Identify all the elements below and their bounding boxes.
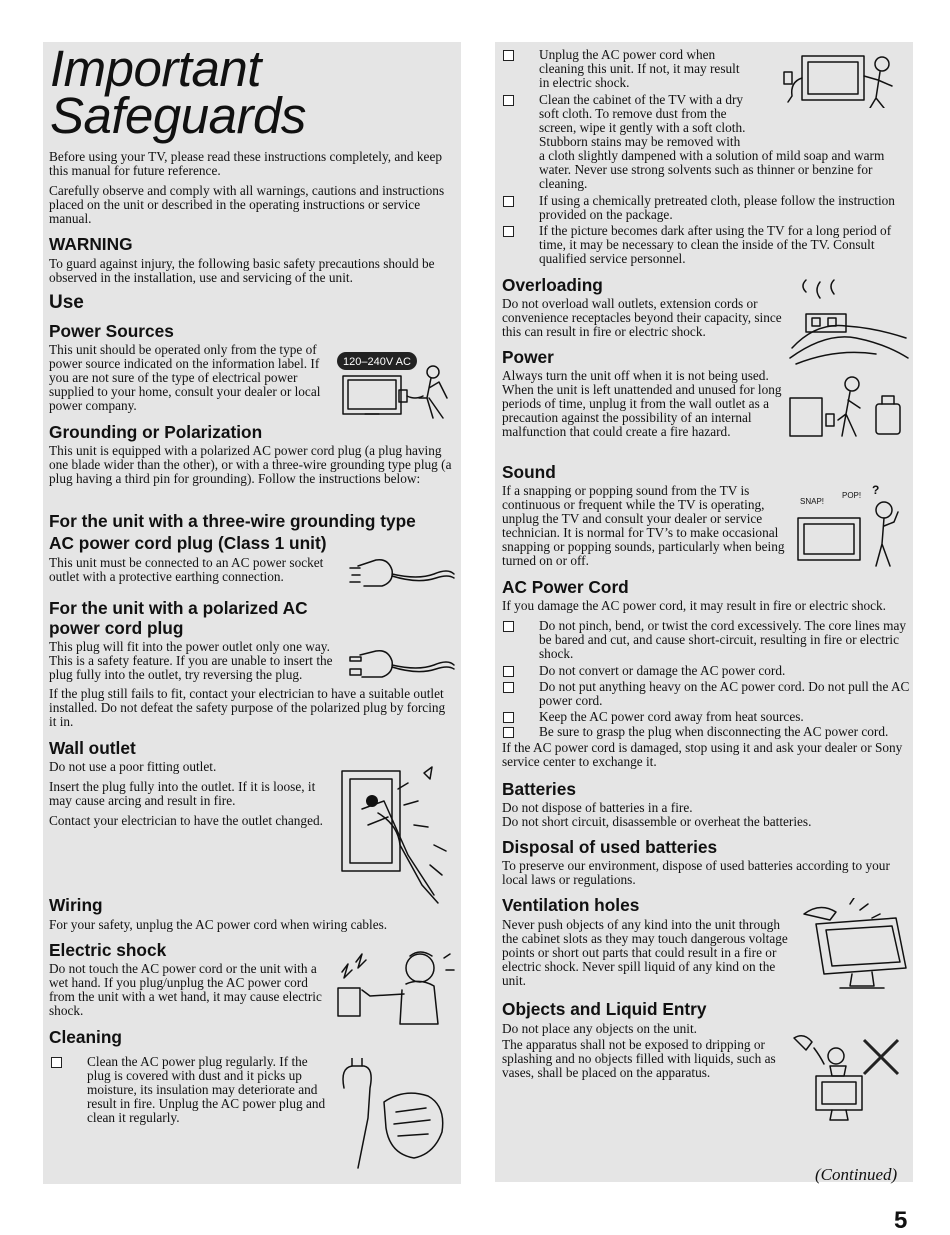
power-text: Always turn the unit off when it is not being used. When the unit is left unattended and unused for long periods of time, unplug it from the wall outlet as a precaution against the possibility of an internal malfunction that could create a fire hazard.: [502, 368, 782, 439]
wall-outlet-text-2: Insert the plug fully into the outlet. If it is loose, it may cause arcing and result in fire.: [49, 779, 316, 808]
electric-shock-text: Do not touch the AC power cord or the unit with a wet hand. If you plug/unplug the AC power cord from the unit with a wet hand, it may cause electric shock.: [49, 961, 322, 1018]
sound-text: If a snapping or popping sound from the TV is continuous or frequent while the TV is operating, unplug the TV and consult your dealer or service technician. It is normal for TV’s to make occasional snapping or popping sounds, particularly when being turned on or off.: [502, 483, 785, 568]
intro-paragraph-1: Before using your TV, please read these instructions completely, and keep this manual for future reference.: [49, 149, 443, 178]
cleaning-heading: Cleaning: [49, 1027, 122, 1047]
cleaning-right-item-2-continued: a cloth slightly dampened with a solution of mild soap and warm water. Never use strong solvents such as thinner or benzine for cleaning.: [539, 148, 885, 191]
snap-label: SNAP!: [800, 497, 825, 506]
three-wire-heading-line1: For the unit with a three-wire grounding type: [49, 511, 416, 531]
checkbox-square: [503, 95, 514, 106]
three-wire-text: This unit must be connected to an AC power socket outlet with a protective earthing connection.: [49, 555, 324, 584]
power-sources-heading: Power Sources: [49, 321, 174, 341]
wall-outlet-heading: Wall outlet: [49, 738, 136, 758]
ac-cord-intro: If you damage the AC power cord, it may result in fire or electric shock.: [502, 598, 887, 613]
sound-illustration: [794, 482, 914, 568]
checkbox-square: [503, 621, 514, 632]
overloading-illustration: [786, 278, 910, 368]
grounding-text: This unit is equipped with a polarized AC power cord plug (a plug having one blade wider than the other), or with a three-wire grounding type plug (a plug having a third pin for grounding). Follow the instructions below:: [49, 443, 452, 486]
ac-cord-item-3: Do not put anything heavy on the AC power cord. Do not pull the AC power cord.: [503, 680, 913, 708]
ventilation-illustration: [800, 898, 912, 994]
wall-outlet-illustration: [338, 765, 450, 907]
sound-heading: Sound: [502, 462, 556, 482]
checkbox-square: [503, 712, 514, 723]
pop-label: POP!: [842, 491, 862, 500]
cleaning-right-item-2: Clean the cabinet of the TV with a dry soft cloth. To remove dust from the screen, wipe it gently with a soft cloth. Stubborn stains may be removed with: [503, 93, 753, 149]
cleaning-item-1: Clean the AC power plug regularly. If the plug is covered with dust and it picks up moisture, its insulation may deteriorate and result in fire. Unplug the AC power plug and clean it regularly.: [51, 1055, 331, 1125]
polarized-text-1: This plug will fit into the power outlet only one way. This is a safety feature. If you are unable to insert the plug fully into the outlet, try reversing the plug.: [49, 639, 333, 682]
ac-cord-item-2: Do not convert or damage the AC power cord.: [503, 664, 913, 678]
wall-outlet-text-3: Contact your electrician to have the outlet changed.: [49, 813, 323, 828]
warning-heading: WARNING: [49, 234, 133, 254]
question-mark: ?: [872, 483, 880, 497]
checkbox-square: [503, 727, 514, 738]
ac-cord-outro: If the AC power cord is damaged, stop using it and ask your dealer or Sony service center to exchange it.: [502, 740, 903, 769]
polarized-text-2: If the plug still fails to fit, contact your electrician to have a suitable outlet installed. Do not defeat the safety purpose of the polarized plug by forcing it in.: [49, 686, 446, 729]
batteries-text-1: Do not dispose of batteries in a fire.: [502, 800, 693, 815]
objects-text-1: Do not place any objects on the unit.: [502, 1021, 697, 1036]
wiring-heading: Wiring: [49, 895, 103, 915]
objects-heading: Objects and Liquid Entry: [502, 999, 707, 1019]
polarized-heading-line1: For the unit with a polarized AC: [49, 598, 308, 618]
electric-shock-heading: Electric shock: [49, 940, 167, 960]
power-sources-text: This unit should be operated only from the type of power source indicated on the information label. If you are not sure of the type of electrical power supplied to your home, consult your dealer or local power company.: [49, 342, 321, 413]
checkbox-square: [503, 196, 514, 207]
cleaning-right-item-3: If using a chemically pretreated cloth, please follow the instruction provided on the package.: [503, 194, 913, 222]
checkbox-square: [503, 666, 514, 677]
ac-cord-item-4: Keep the AC power cord away from heat sources.: [503, 710, 913, 724]
polarized-plug-illustration: [348, 645, 456, 685]
wall-outlet-text-1: Do not use a poor fitting outlet.: [49, 759, 217, 774]
grounding-heading: Grounding or Polarization: [49, 422, 263, 442]
checkbox-square: [503, 682, 514, 693]
unplug-cleaning-illustration: [780, 52, 908, 108]
cleaning-plug-illustration: [334, 1058, 454, 1170]
checkbox-square: [503, 226, 514, 237]
warning-text: To guard against injury, the following basic safety precautions should be observed in the installation, use and servicing of the unit.: [49, 256, 435, 285]
power-source-tv-illustration: [335, 348, 457, 424]
ac-cord-heading: AC Power Cord: [502, 577, 629, 597]
power-unplug-illustration: [788, 374, 912, 440]
overloading-text: Do not overload wall outlets, extension cords or convenience receptacles beyond their capacity, since this can result in fire or electric shock.: [502, 296, 782, 339]
ac-cord-item-1: Do not pinch, bend, or twist the cord excessively. The core lines may be bared and cut, and cause short-circuit, resulting in fire or electric shock.: [503, 619, 913, 661]
continued-label: (Continued): [815, 1165, 898, 1184]
use-heading: Use: [49, 292, 84, 313]
ventilation-heading: Ventilation holes: [502, 895, 640, 915]
ventilation-text: Never push objects of any kind into the unit through the cabinet slots as they may touch dangerous voltage points or short out parts that could result in a fire or electric shock. Never spill liquid of any kind on the unit.: [502, 917, 788, 988]
three-wire-heading-line2: AC power cord plug (Class 1 unit): [49, 533, 327, 553]
checkbox-square: [51, 1057, 62, 1068]
voltage-label: 120–240V AC: [343, 356, 411, 368]
overloading-heading: Overloading: [502, 275, 603, 295]
disposal-heading: Disposal of used batteries: [502, 837, 718, 857]
objects-text-2: The apparatus shall not be exposed to dripping or splashing and no objects filled with liquids, such as vases, shall be placed on the apparatus.: [502, 1037, 776, 1080]
three-wire-plug-illustration: [348, 552, 456, 596]
page-number: 5: [894, 1207, 908, 1234]
polarized-heading-line2: power cord plug: [49, 618, 184, 638]
checkbox-square: [503, 50, 514, 61]
power-heading: Power: [502, 347, 554, 367]
batteries-text-2: Do not short circuit, disassemble or overheat the batteries.: [502, 814, 812, 829]
electric-shock-illustration: [334, 944, 456, 1030]
disposal-text: To preserve our environment, dispose of used batteries according to your local laws or regulations.: [502, 858, 890, 887]
batteries-heading: Batteries: [502, 779, 576, 799]
cleaning-right-item-1: Unplug the AC power cord when cleaning this unit. If not, it may result in electric shock.: [503, 48, 753, 90]
cleaning-right-item-4: If the picture becomes dark after using the TV for a long period of time, it may be necessary to clean the inside of the TV. Consult qualified service personnel.: [503, 224, 913, 266]
intro-paragraph-2: Carefully observe and comply with all warnings, cautions and instructions placed on the unit or described in the operating instructions or service manual.: [49, 183, 445, 226]
ac-cord-item-5: Be sure to grasp the plug when disconnecting the AC power cord.: [503, 725, 913, 739]
wiring-text: For your safety, unplug the AC power cord when wiring cables.: [49, 917, 388, 932]
page-title: Important Safeguards: [50, 40, 306, 144]
objects-liquid-illustration: [790, 1030, 906, 1126]
